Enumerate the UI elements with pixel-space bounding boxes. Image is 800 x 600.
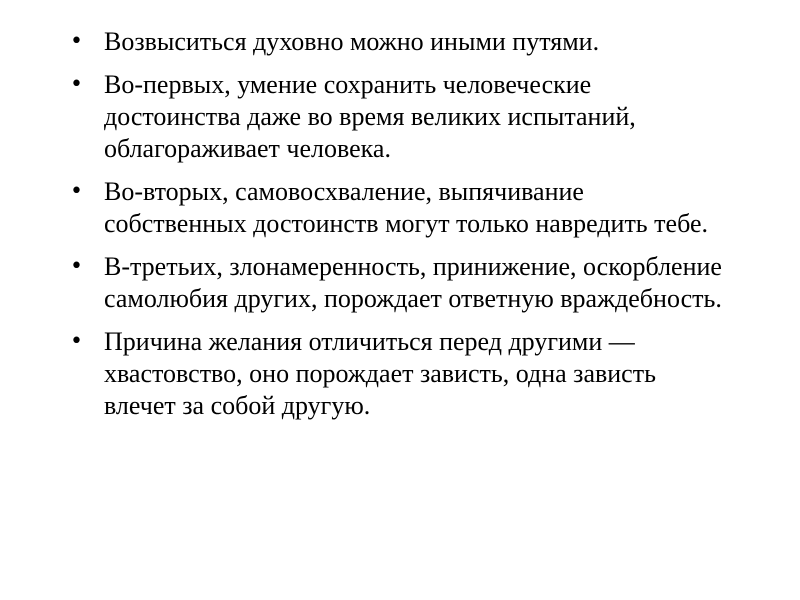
bullet-text: Во-вторых, самовосхваление, выпячивание собственных достоинств могут только навредить тебе. <box>104 177 708 238</box>
bullet-icon: • <box>70 254 83 279</box>
list-item <box>70 26 730 58</box>
bullet-icon: • <box>70 29 83 54</box>
bullet-text: Возвыситься духовно можно иными путями. <box>104 27 600 56</box>
bullet-icon: • <box>70 179 83 204</box>
bullet-icon: • <box>70 329 83 354</box>
bullet-text: Во-первых, умение сохранить человеческие достоинства даже во время великих испытаний, облагораживает человека. <box>104 70 636 163</box>
list-item <box>70 251 730 315</box>
bullet-list <box>70 26 730 433</box>
list-item <box>70 326 730 422</box>
list-item <box>70 69 730 165</box>
list-item <box>70 176 730 240</box>
bullet-icon: • <box>70 72 83 97</box>
bullet-text: Причина желания отличиться перед другими — хвастовство, оно порождает зависть, одна зависть влечет за собой другую. <box>104 327 656 420</box>
bullet-text: В-третьих, злонамеренность, принижение, оскорбление самолюбия других, порождает ответную враждебность. <box>104 252 722 313</box>
